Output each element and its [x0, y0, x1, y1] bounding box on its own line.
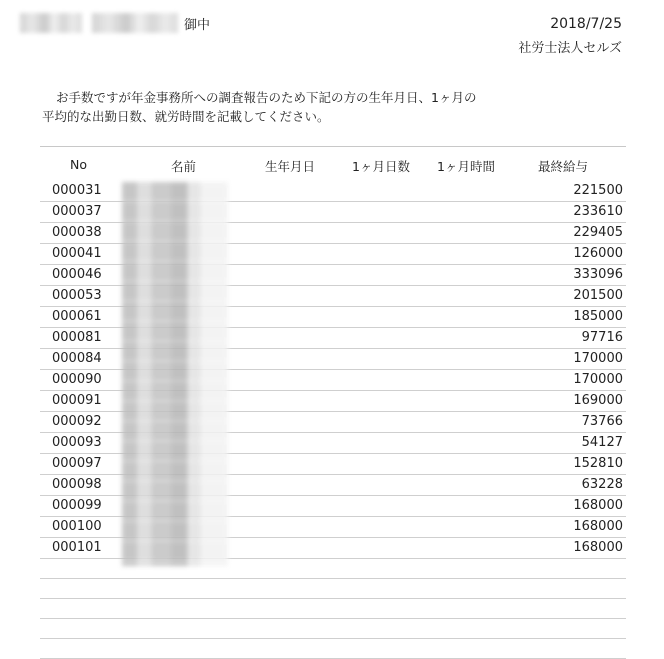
employee-number: 000081 [52, 330, 102, 345]
redacted-recipient-name [92, 13, 178, 33]
employee-number: 000091 [52, 393, 102, 408]
column-header-name: 名前 [171, 159, 197, 174]
final-salary: 152810 [573, 456, 623, 471]
column-header-no: No [70, 157, 87, 172]
employee-number: 000046 [52, 267, 102, 282]
final-salary: 54127 [581, 435, 623, 450]
redacted-recipient-name [20, 13, 82, 33]
column-header-monthly-hours: 1ヶ月時間 [437, 159, 495, 174]
document-date: 2018/7/25 [550, 16, 622, 32]
blank-row [40, 579, 626, 599]
column-header-final-salary: 最終給与 [538, 159, 589, 174]
final-salary: 170000 [573, 351, 623, 366]
employee-number: 000031 [52, 183, 102, 198]
honorific: 御中 [184, 17, 211, 33]
employee-number: 000037 [52, 204, 102, 219]
employee-number: 000093 [52, 435, 102, 450]
request-line: 平均的な出勤日数、就労時間を記載してください。 [42, 109, 330, 124]
table-header [40, 147, 626, 181]
blank-row [40, 599, 626, 619]
final-salary: 170000 [573, 372, 623, 387]
employee-number: 000038 [52, 225, 102, 240]
final-salary: 73766 [581, 414, 623, 429]
blank-row [40, 639, 626, 659]
final-salary: 168000 [573, 540, 623, 555]
sender-company: 社労士法人セルズ [518, 41, 622, 56]
employee-number: 000053 [52, 288, 102, 303]
redacted-names [122, 182, 228, 566]
final-salary: 168000 [573, 519, 623, 534]
final-salary: 221500 [573, 183, 623, 198]
employee-number: 000084 [52, 351, 102, 366]
employee-number: 000092 [52, 414, 102, 429]
final-salary: 229405 [573, 225, 623, 240]
request-line: お手数ですが年金事務所への調査報告のため下記の方の生年月日、1ヶ月の [56, 90, 477, 105]
employee-number: 000099 [52, 498, 102, 513]
final-salary: 168000 [573, 498, 623, 513]
final-salary: 333096 [573, 267, 623, 282]
recipient [20, 12, 210, 34]
request-text [42, 88, 562, 126]
final-salary: 185000 [573, 309, 623, 324]
employee-number: 000061 [52, 309, 102, 324]
final-salary: 126000 [573, 246, 623, 261]
final-salary: 201500 [573, 288, 623, 303]
employee-number: 000097 [52, 456, 102, 471]
final-salary: 233610 [573, 204, 623, 219]
employee-number: 000100 [52, 519, 102, 534]
final-salary: 97716 [581, 330, 623, 345]
column-header-monthly-days: 1ヶ月日数 [352, 159, 410, 174]
employee-table [40, 146, 626, 659]
blank-row [40, 619, 626, 639]
employee-number: 000101 [52, 540, 102, 555]
employee-number: 000098 [52, 477, 102, 492]
employee-number: 000041 [52, 246, 102, 261]
final-salary: 169000 [573, 393, 623, 408]
final-salary: 63228 [581, 477, 623, 492]
column-header-birthdate: 生年月日 [265, 159, 316, 174]
employee-number: 000090 [52, 372, 102, 387]
